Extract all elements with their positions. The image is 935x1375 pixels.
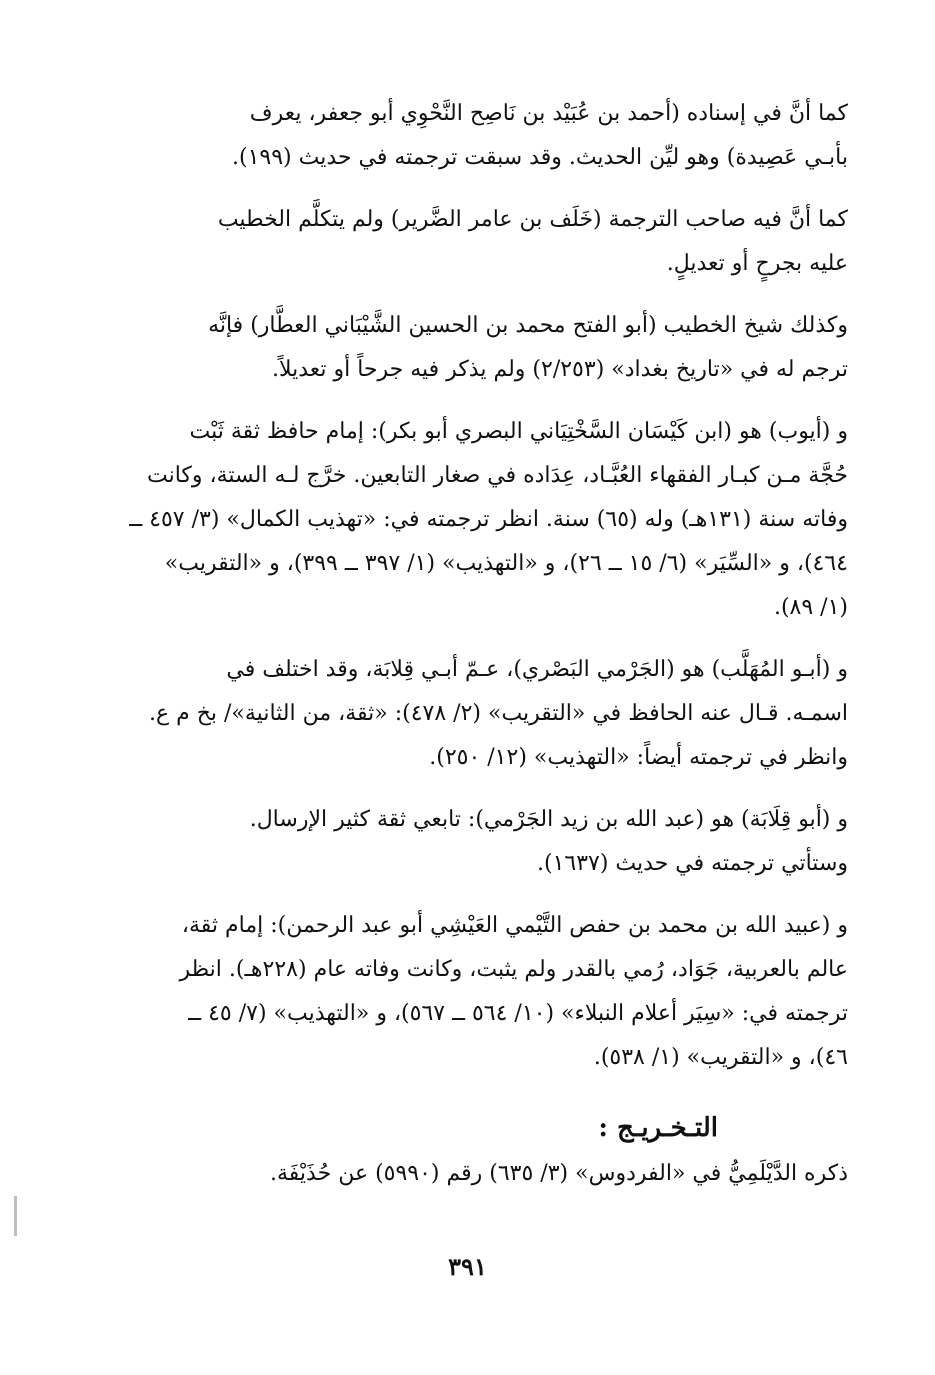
text-line: كما أنَّ في إسناده (أحمد بن عُبَيْد بن نَاصِح النَّحْوِي أبو جعفر، يعرف [249, 101, 848, 126]
takhrij-text: ذكره الدَّيْلَمِيُّ في «الفردوس» (٣/ ٦٣٥) رقم (٥٩٩٠) عن حُذَيْفَة. [270, 1161, 848, 1186]
text-line: (١/ ٨٩). [773, 595, 848, 620]
text-line: ترجم له في «تاريخ بغداد» (٢/٢٥٣) ولم يذكر فيه جرحاً أو تعديلاً. [271, 357, 848, 382]
text-line: و (أيوب) هو (ابن كَيْسَان السَّخْتِيَاني البصري أبو بكر): إمام حافظ ثقة ثَبْت [189, 419, 848, 444]
paragraph-subject-note [88, 198, 848, 286]
text-line: ترجمته في: «سِيَر أعلام النبلاء» (١٠/ ٥٦٤ ــ ٥٦٧)، و «التهذيب» (٧/ ٤٥ ــ [188, 1001, 848, 1026]
scan-edge-mark [14, 1196, 17, 1236]
page-number: ٣٩١ [448, 1252, 487, 1281]
paragraph-abu-muhallab [88, 648, 848, 780]
takhrij-section [88, 1108, 848, 1196]
page-body [88, 92, 848, 1196]
text-line: عليه بجرحٍ أو تعديلٍ. [666, 251, 848, 276]
paragraph-ubaydullah [88, 904, 848, 1080]
paragraph-isnad-note [88, 92, 848, 180]
text-line: وستأتي ترجمته في حديث (١٦٣٧). [537, 851, 848, 876]
text-line: وكذلك شيخ الخطيب (أبو الفتح محمد بن الحسين الشَّيْبَاني العطَّار) فإنَّه [208, 313, 848, 338]
text-line: بأبـي عَصِيدة) وهو ليِّن الحديث. وقد سبقت ترجمته في حديث (١٩٩). [232, 145, 848, 170]
text-line: عالم بالعربية، جَوَاد، رُمي بالقدر ولم يثبت، وكانت وفاته عام (٢٢٨هـ). انظر [179, 957, 848, 982]
text-line: و (عبيد الله بن محمد بن حفص التَّيْمي العَيْشِي أبو عبد الرحمن): إمام ثقة، [181, 913, 848, 938]
paragraph-ayyub [88, 410, 848, 630]
text-line: حُجَّة مـن كبـار الفقهاء العُبَّـاد، عِدَاده في صغار التابعين. خرَّج لـه الستة، وكانت [147, 463, 848, 488]
text-line: كما أنَّ فيه صاحب الترجمة (خَلَف بن عامر الضَّرير) ولم يتكلَّم الخطيب [217, 207, 848, 232]
paragraph-khatib-shaykh [88, 304, 848, 392]
text-line: وانظر في ترجمته أيضاً: «التهذيب» (١٢/ ٢٥٠). [429, 745, 848, 770]
text-line: و (أبـو المُهَلَّب) هو (الجَرْمي البَصْري)، عـمّ أبـي قِلابَة، وقد اختلف في [226, 657, 848, 682]
text-line: ٤٦٤)، و «السِّيَر» (٦/ ١٥ ــ ٢٦)، و «التهذيب» (١/ ٣٩٧ ــ ٣٩٩)، و «التقريب» [164, 551, 848, 576]
text-line: اسمـه. قـال عنه الحافظ في «التقريب» (٢/ ٤٧٨): «ثقة، من الثانية»/ بخ م ع. [148, 701, 848, 726]
text-line: ٤٦)، و «التقريب» (١/ ٥٣٨). [593, 1045, 848, 1070]
paragraph-abu-qilaba [88, 798, 848, 886]
text-line: و (أبو قِلَابَة) هو (عبد الله بن زيد الجَرْمي): تابعي ثقة كثير الإرسال. [249, 807, 848, 832]
takhrij-heading: التـخـريـج : [598, 1113, 718, 1143]
text-line: وفاته سنة (١٣١هـ) وله (٦٥) سنة. انظر ترجمته في: «تهذيب الكمال» (٣/ ٤٥٧ ــ [129, 507, 848, 532]
